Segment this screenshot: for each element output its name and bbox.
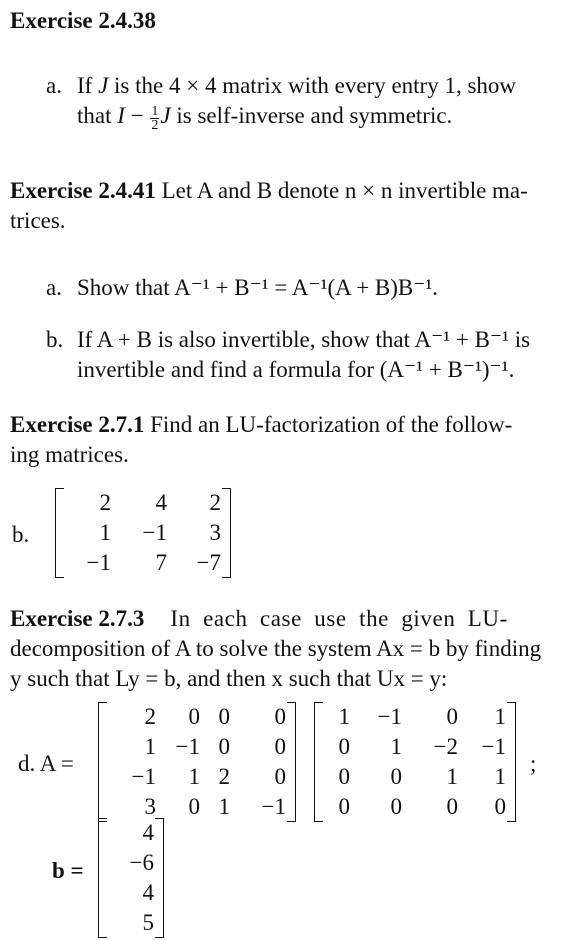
ex2-part-b-label: b. [46, 327, 64, 352]
matrix-row: 0 1 −2 −1 [338, 734, 506, 759]
ex3-line1: Exercise 2.7.1 Find an LU-factorization of the follow- [10, 412, 513, 437]
matrix-row: 1 −1 0 1 [338, 704, 506, 729]
ex4-vector-b [98, 818, 164, 938]
exercise-2-4-38-title: Exercise 2.4.38 [10, 8, 156, 33]
exercise-2-4-41-title: Exercise 2.4.41 [10, 178, 156, 203]
matrix-row: −1 1 2 0 [131, 764, 286, 789]
ex3-line2: ing matrices. [10, 442, 129, 467]
ex4-matrix-L [98, 702, 296, 822]
ex4-semicolon: ; [530, 751, 537, 776]
ex4-part-d-label: d. A = [18, 751, 74, 776]
ex4-line3: y such that Ly = b, and then x such that Ux = y: [10, 666, 448, 691]
matrix-row: 4 [142, 880, 154, 905]
ex1-part-a-line1: If J is the 4 × 4 matrix with every entry 1, show [77, 73, 517, 98]
ex2-line2: trices. [10, 208, 66, 233]
ex4-matrix-U [314, 702, 516, 822]
matrix-row: −6 [129, 850, 154, 875]
ex3-matrix [55, 488, 231, 578]
ex1-part-a-line2: that I − $\frac{1}{2}$ J is self-inverse and symmetric. [77, 103, 453, 133]
matrix-row: 5 [142, 910, 154, 935]
ex2-line1: Exercise 2.4.41 Let A and B denote n × n invertible ma- [10, 178, 528, 203]
ex4-line2: decomposition of A to solve the system Ax = b by finding [10, 636, 542, 661]
matrix-row: 0 0 0 0 [338, 794, 506, 819]
exercise-2-7-3-title: Exercise 2.7.3 [10, 606, 145, 631]
ex1-part-a-label: a. [46, 73, 62, 98]
one-half-fraction: $\frac{1}{2}$ [151, 104, 159, 133]
matrix-row: 4 [142, 820, 154, 845]
ex3-part-b-label: b. [12, 522, 30, 547]
matrix-row: −1 7 −7 [86, 550, 221, 575]
matrix-row: 0 0 1 1 [338, 764, 506, 789]
matrix-row: 1 −1 0 0 [144, 734, 286, 759]
matrix-row: 3 0 1 −1 [144, 794, 286, 819]
ex2-part-b-line2: invertible and find a formula for (A⁻¹ + B⁻¹)⁻¹. [77, 357, 515, 382]
ex2-part-a-text: Show that A⁻¹ + B⁻¹ = A⁻¹(A + B)B⁻¹. [77, 275, 439, 300]
matrix-row: 2 0 0 0 [144, 704, 286, 729]
matrix-row: 1 −1 3 [99, 520, 221, 545]
matrix-row: 2 4 2 [99, 490, 221, 515]
ex4-b-label: b = [52, 858, 84, 883]
ex4-line1: Exercise 2.7.3 In each case use the given LU- [10, 606, 508, 631]
ex2-part-a-label: a. [46, 275, 62, 300]
ex2-part-b-line1: If A + B is also invertible, show that A⁻¹ + B⁻¹ is [77, 327, 531, 352]
exercise-2-7-1-title: Exercise 2.7.1 [10, 412, 145, 437]
